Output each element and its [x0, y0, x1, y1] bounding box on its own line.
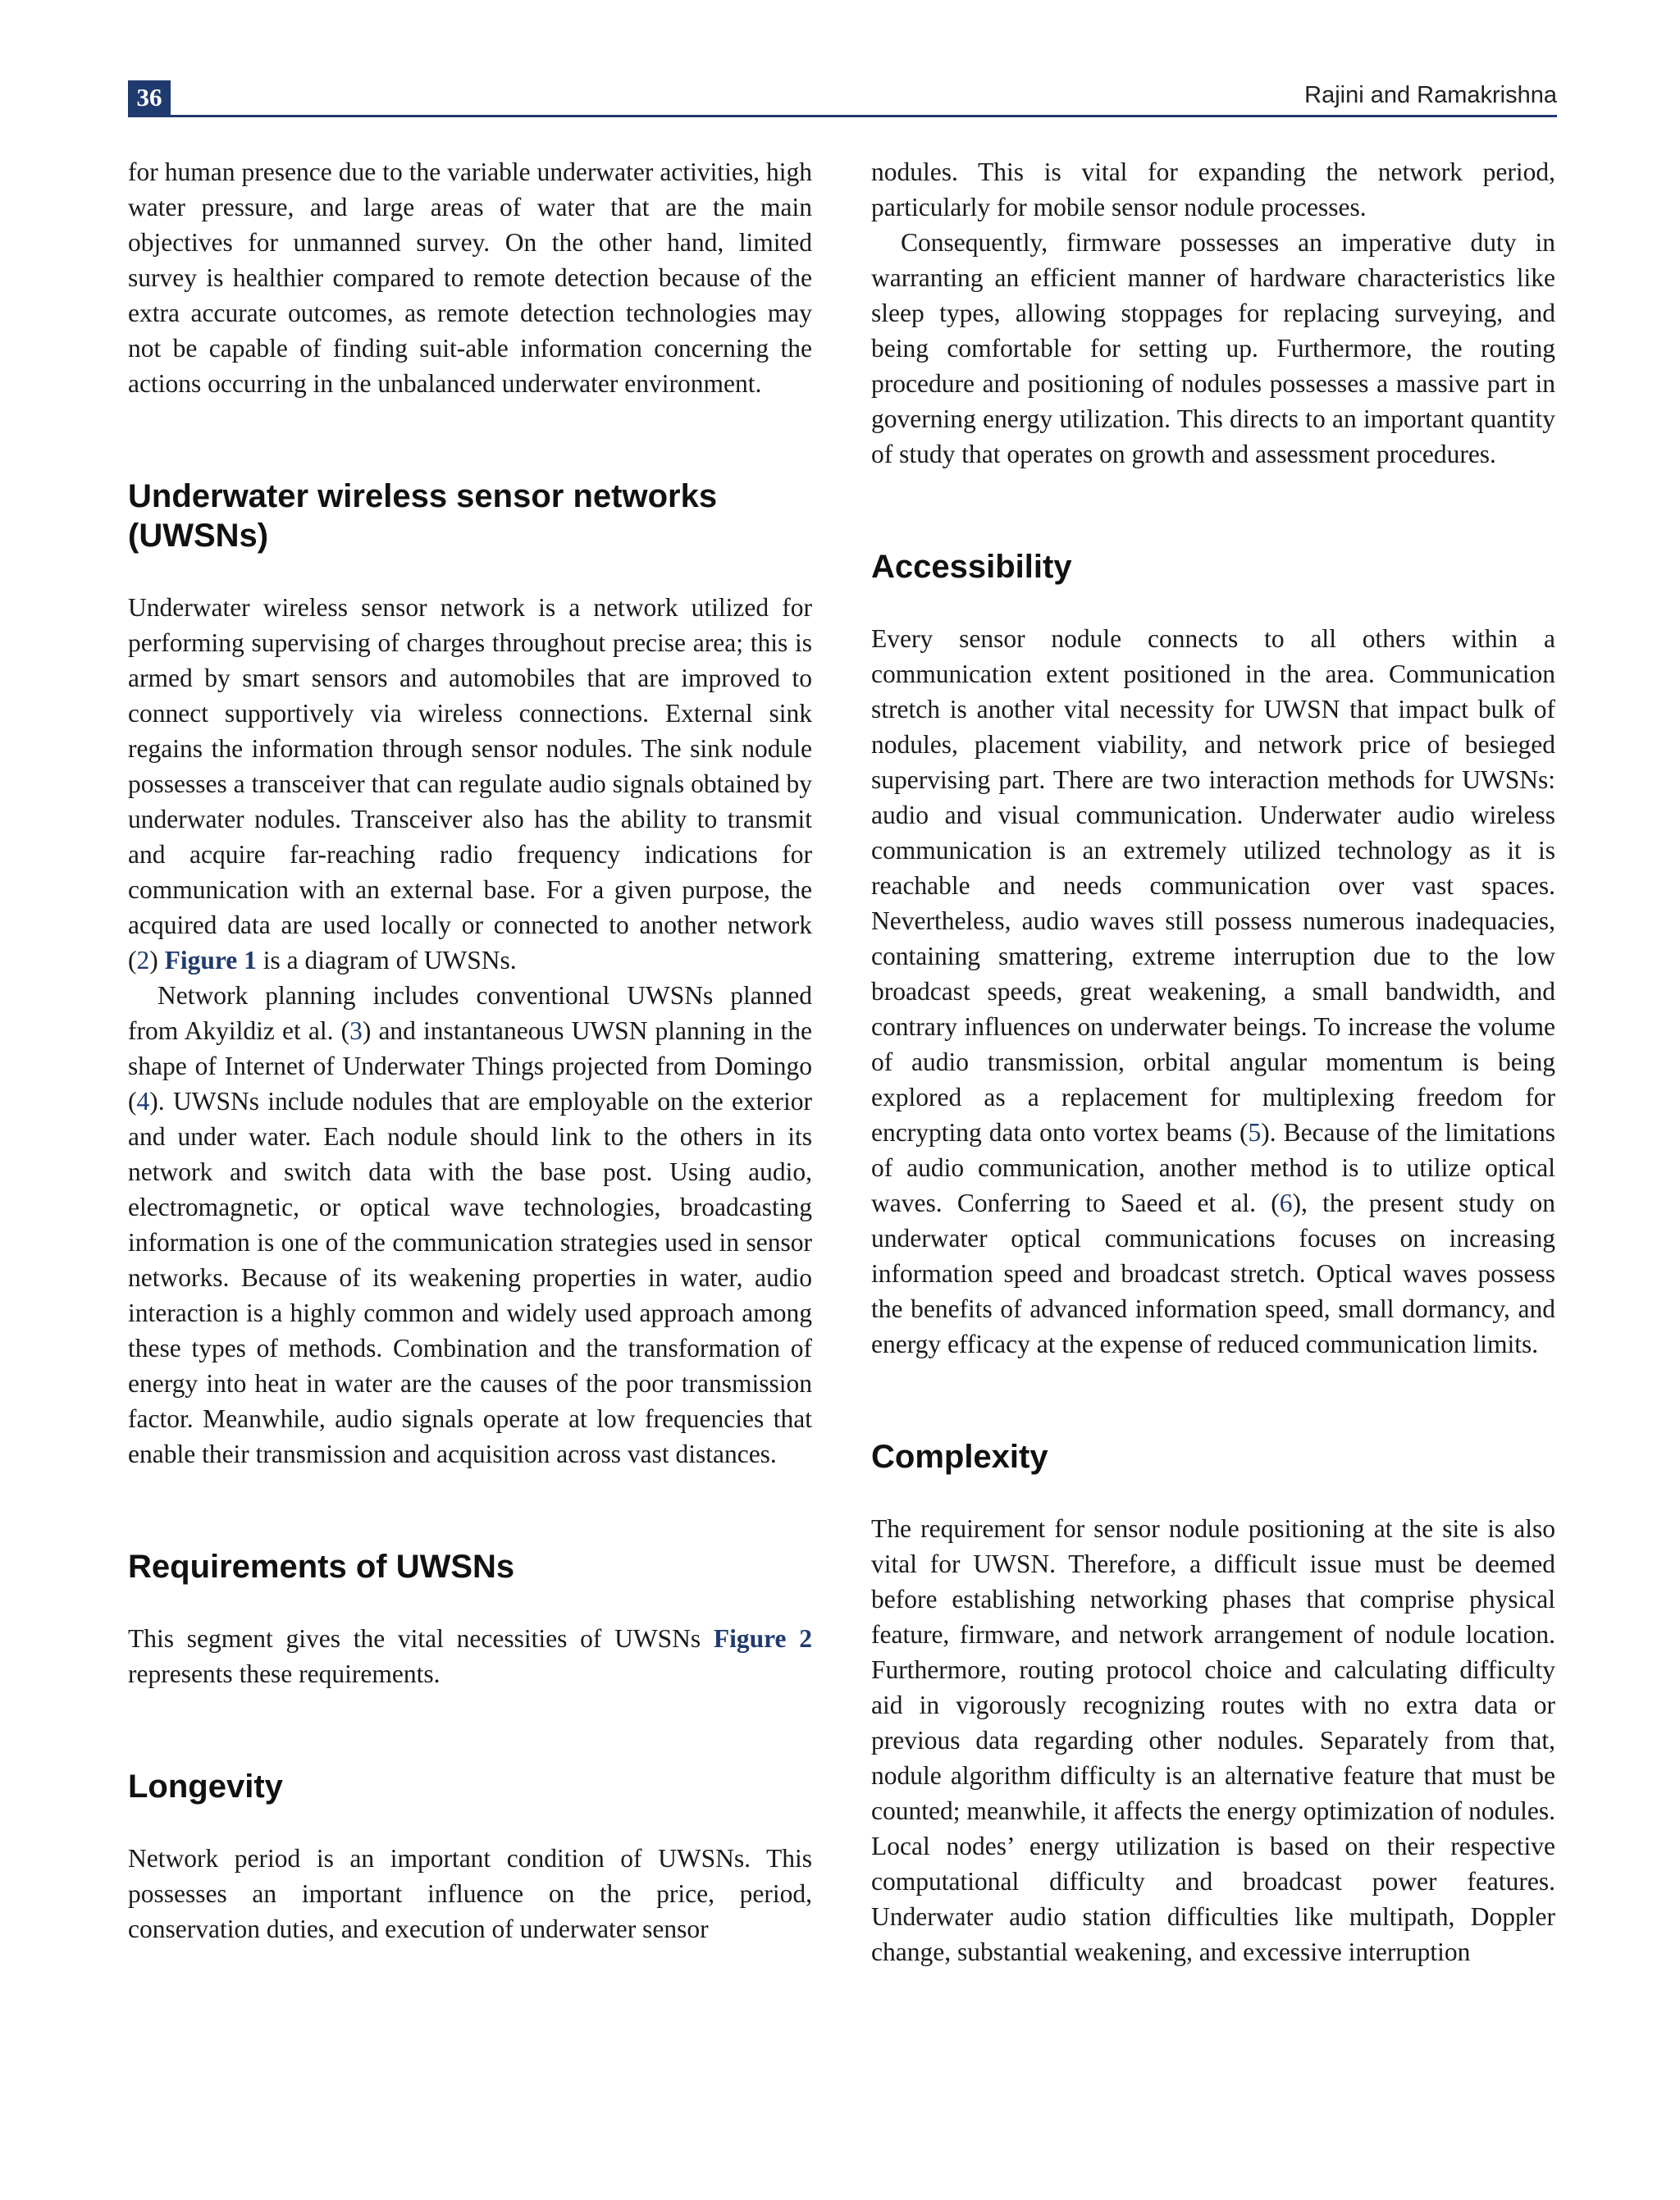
paragraph-complexity: The requirement for sensor nodule positioning at the site is also vital for UWSN. Therefore, a difficult issue must be deemed before establishing networking phases that comprise physical feature, firmware, and network arrangement of nodule location. Furthermore, routing protocol choice and calculating difficulty aid in vigorously recognizing routes with no extra data or previous data regarding other nodules. Separately from that, nodule algorithm difficulty is an alternative feature that must be counted; meanwhile, it affects the energy optimization of nodules. Local nodes’ energy utilization is based on their respective computational difficulty and broadcast power features. Underwater audio station difficulties like multipath, Doppler change, substantial weakening, and excessive interruption — [871, 1514, 1555, 1966]
citation-link-3[interactable]: 3 — [349, 1016, 363, 1045]
figure-2-link[interactable]: Figure 2 — [713, 1624, 813, 1653]
paragraph-uwsn-definition: Underwater wireless sensor network is a network utilized for performing supervising of charges throughout precise area; this is armed by smart sensors and automobiles that are improved to connect supportively via wireless connections. External sink regains the information through sensor nodules. The sink nodule possesses a transceiver that can regulate audio signals obtained by underwater nodules. Transceiver also has the ability to transmit and acquire far-reaching radio frequency indications for communication with an external base. For a given purpose, the acquired data are used locally or connected to another network (2) Figure 1 is a diagram of UWSNs. — [128, 593, 812, 974]
page-number: 36 — [128, 80, 171, 115]
citation-link-5[interactable]: 5 — [1248, 1118, 1262, 1147]
citation-link-6[interactable]: 6 — [1279, 1189, 1293, 1217]
heading-accessibility: Accessibility — [871, 549, 1072, 585]
paragraph-network-planning: Network planning includes conventional UWSNs planned from Akyildiz et al. (3) and instantaneous UWSN planning in the shape of Internet of Underwater Things projected from Domingo (4). UWSNs include nodules that are employable on the exterior and under water. Each nodule should link to the others in its network and switch data with the base post. Using audio, electromagnetic, or optical wave technologies, broadcasting information is one of the communication strategies used in sensor networks. Because of its weakening properties in water, audio interaction is a highly common and widely used approach among these types of methods. Combination and the transformation of energy into heat in water are the causes of the poor transmission factor. Meanwhile, audio signals operate at low frequencies that enable their transmission and acquisition across vast distances. — [128, 981, 812, 1468]
left-column — [128, 154, 812, 1947]
heading-uwsn: Underwater wireless sensor networks (UWSNs) — [128, 478, 718, 554]
paragraph-requirements: This segment gives the vital necessities of UWSNs Figure 2 represents these requirements. — [128, 1624, 813, 1688]
heading-requirements: Requirements of UWSNs — [128, 1549, 515, 1585]
paragraph-longevity-continued: nodules. This is vital for expanding the network period, particularly for mobile sensor nodule processes. — [871, 157, 1555, 221]
citation-link-4[interactable]: 4 — [136, 1087, 150, 1116]
right-column — [871, 154, 1555, 1970]
figure-1-link[interactable]: Figure 1 — [164, 946, 257, 974]
paragraph-intro-continued: for human presence due to the variable underwater activities, high water pressure, and large areas of water that are the main objectives for unmanned survey. On the other hand, limited survey is healthier compared to remote detection because of the extra accurate outcomes, as remote detection technologies may not be capable of finding suit-able information concerning the actions occurring in the unbalanced underwater environment. — [128, 157, 812, 398]
citation-link-2[interactable]: 2 — [136, 946, 150, 974]
heading-longevity: Longevity — [128, 1769, 283, 1805]
page-header — [128, 80, 1557, 117]
paragraph-longevity: Network period is an important condition of UWSNs. This possesses an important influence on the price, period, conservation duties, and execution of underwater sensor — [128, 1844, 812, 1943]
running-head: Rajini and Ramakrishna — [1304, 82, 1557, 108]
paragraph-accessibility: Every sensor nodule connects to all others within a communication extent positioned in the area. Communication stretch is another vital necessity for UWSN that impact bulk of nodules, placement viability, and network price of besieged supervising part. There are two interaction methods for UWSNs: audio and visual communication. Underwater audio wireless communication is an extremely utilized technology as it is reachable and needs communication over vast spaces. Nevertheless, audio waves still possess numerous inadequacies, containing smattering, extreme interruption due to the low broadcast speeds, great weakening, a small bandwidth, and contrary influences on underwater beings. To increase the volume of audio transmission, orbital angular momentum is being explored as a replacement for multiplexing freedom for encrypting data onto vortex beams (5). Because of the limitations of audio communication, another method is to utilize optical waves. Conferring to Saeed et al. (6), the present study on underwater optical communications focuses on increasing information speed and broadcast stretch. Optical waves possess the benefits of advanced information speed, small dormancy, and energy efficacy at the expense of reduced communication limits. — [871, 624, 1555, 1358]
heading-complexity: Complexity — [871, 1439, 1048, 1475]
paragraph-firmware: Consequently, firmware possesses an imperative duty in warranting an efficient manner of hardware characteristics like sleep types, allowing stoppages for replacing surveying, and being comfortable for setting up. Furthermore, the routing procedure and positioning of nodules possesses a massive part in governing energy utilization. This directs to an important quantity of study that operates on growth and assessment procedures. — [871, 228, 1555, 468]
